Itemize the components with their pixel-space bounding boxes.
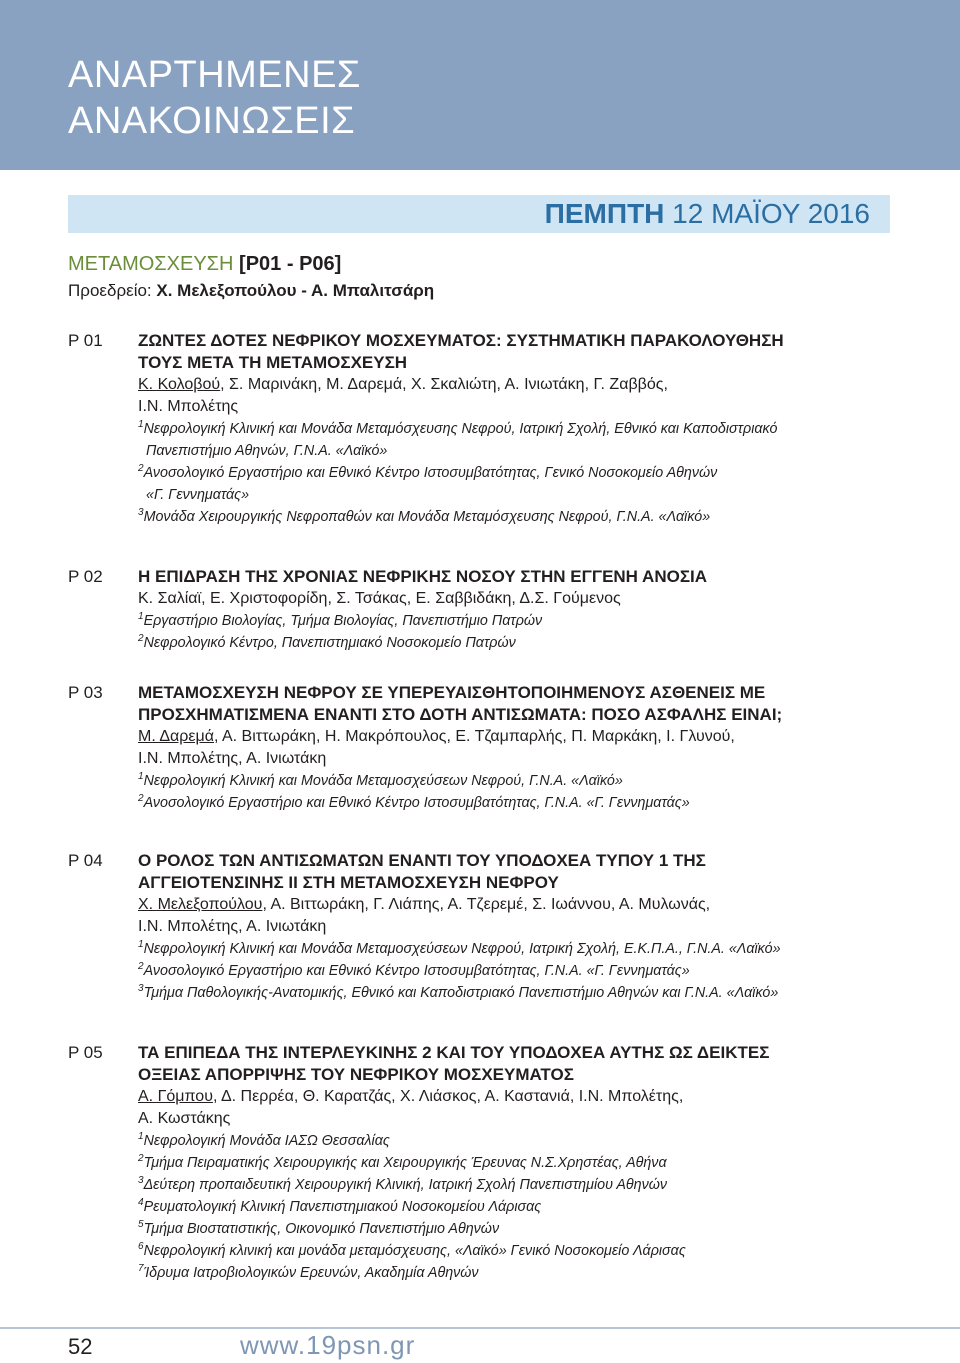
page-section-title — [68, 52, 361, 144]
poster-code: P 02 — [68, 567, 103, 586]
affiliation: Ανοσολογικό Εργαστήριο και Εθνικό Κέντρο Ιστοσυμβατότητας, Γ.Ν.Α. «Γ. Γεννηματάς» — [143, 795, 690, 811]
affiliation: «Γ. Γεννηματάς» — [146, 487, 250, 503]
affiliation: Ρευματολογική Κλινική Πανεπιστημιακού Νοσοκομείου Λάρισας — [143, 1199, 542, 1215]
presenting-author: Α. Γόμπου — [138, 1088, 213, 1105]
poster-authors — [138, 1086, 898, 1130]
footer-divider — [0, 1327, 960, 1329]
page-number: 52 — [68, 1334, 93, 1359]
poster-title-line: ΖΩΝΤΕΣ ΔΟΤΕΣ ΝΕΦΡΙΚΟΥ ΜΟΣΧΕΥΜΑΤΟΣ: ΣΥΣΤΗΜΑΤΙΚΗ ΠΑΡΑΚΟΛΟΥΘΗΣΗ — [138, 331, 784, 350]
poster-title-line: Ο ΡΟΛΟΣ ΤΩΝ ΑΝΤΙΣΩΜΑΤΩΝ ΕΝΑΝΤΙ ΤΟΥ ΥΠΟΔΟΧΕΑ ΤΥΠΟΥ 1 ΤΗΣ — [138, 851, 706, 870]
presenting-author: Κ. Κολοβού — [138, 376, 221, 393]
affiliation: Νεφρολογική Κλινική και Μονάδα Μεταμοσχεύσεων Νεφρού, Γ.Ν.Α. «Λαϊκό» — [143, 773, 623, 789]
session-name: ΜΕΤΑΜΟΣΧΕΥΣΗ — [68, 253, 234, 275]
poster-authors — [138, 588, 898, 610]
poster-title-line: ΑΓΓΕΙΟΤΕΝΣΙΝΗΣ ΙΙ ΣΤΗ ΜΕΤΑΜΟΣΧΕΥΣΗ ΝΕΦΡΟΥ — [138, 873, 559, 892]
affiliation: Νεφρολογική Κλινική και Μονάδα Μεταμόσχευσης Νεφρού, Ιατρική Σχολή, Εθνικό και Καποδιστριακό — [143, 421, 778, 437]
authors-line: , Α. Βιττωράκη, Γ. Λιάπης, Α. Τζερεμέ, Σ. Ιωάννου, Α. Μυλωνάς, — [262, 896, 711, 913]
header-band — [0, 0, 960, 170]
affiliation: Δεύτερη προπαιδευτική Χειρουργική Κλινική, Ιατρική Σχολή Πανεπιστημίου Αθηνών — [143, 1177, 668, 1193]
date-value: 12 ΜΑΪΟΥ 2016 — [672, 198, 870, 229]
affiliation: Νεφρολογική Μονάδα ΙΑΣΩ Θεσσαλίας — [143, 1133, 390, 1149]
affiliation: Πανεπιστήμιο Αθηνών, Γ.Ν.Α. «Λαϊκό» — [146, 443, 388, 459]
poster-title-line: Η ΕΠΙΔΡΑΣΗ ΤΗΣ ΧΡΟΝΙΑΣ ΝΕΦΡΙΚΗΣ ΝΟΣΟΥ ΣΤΗΝ ΕΓΓΕΝΗ ΑΝΟΣΙΑ — [138, 567, 708, 586]
affiliation: Τμήμα Πειραματικής Χειρουργικής και Χειρουργικής Έρευνας Ν.Σ.Χρηστέας, Αθήνα — [143, 1155, 667, 1171]
title-line-1: ΑΝΑΡΤΗΜΕΝΕΣ — [68, 54, 361, 96]
poster-affiliations: $^1$Νεφρολογική Κλινική και Μονάδα Μεταμοσχεύσεων Νεφρού, Γ.Ν.Α. «Λαϊκό» $^2$Ανοσολογικό Εργαστήριο και Εθνικό Κέντρο Ιστοσυμβατότητας, Γ.Ν.Α. «Γ. Γεννηματάς» — [138, 771, 690, 811]
session-header — [68, 250, 868, 304]
poster-title-line: ΤΟΥΣ ΜΕΤΑ ΤΗ ΜΕΤΑΜΟΣΧΕΥΣΗ — [138, 353, 408, 372]
presenting-author: Μ. Δαρεμά — [138, 728, 214, 745]
affiliation: Νεφρολογικό Κέντρο, Πανεπιστημιακό Νοσοκομείο Πατρών — [143, 635, 516, 651]
poster-affiliations: $^1$Νεφρολογική Κλινική και Μονάδα Μεταμοσχεύσεων Νεφρού, Ιατρική Σχολή, Ε.Κ.Π.Α., Γ.Ν.Α. «Λαϊκό» $^2$Ανοσολογικό Εργαστήριο και Εθνικό Κέντρο Ιστοσυμβατότητας, Γ.Ν.Α. «Γ. Γεννηματάς» $^3$Τμήμα Παθολογικής-Ανατομικής, Εθνικό και Καποδιστριακό Πανεπιστήμιο Αθηνών και Γ.Ν.Α. «Λαϊκό» — [138, 939, 781, 1001]
affiliation: Τμήμα Βιοστατιστικής, Οικονομικό Πανεπιστήμιο Αθηνών — [143, 1221, 500, 1237]
poster-code: P 05 — [68, 1043, 103, 1062]
authors-line: , Δ. Περρέα, Θ. Καρατζάς, Χ. Λιάσκος, Α. Καστανιά, Ι.Ν. Μπολέτης, — [212, 1088, 684, 1105]
poster-code: P 04 — [68, 851, 103, 870]
poster-code: P 01 — [68, 331, 103, 350]
affiliation: Μονάδα Χειρουργικής Νεφροπαθών και Μονάδα Μεταμόσχευσης Νεφρού, Γ.Ν.Α. «Λαϊκό» — [143, 509, 711, 525]
day-name: ΠΕΜΠΤΗ — [544, 198, 665, 229]
affiliation: Ανοσολογικό Εργαστήριο και Εθνικό Κέντρο Ιστοσυμβατότητας, Γ.Ν.Α. «Γ. Γεννηματάς» — [143, 963, 690, 979]
date-label — [545, 195, 870, 233]
poster-title-line: ΟΞΕΙΑΣ ΑΠΟΡΡΙΨΗΣ ΤΟΥ ΝΕΦΡΙΚΟΥ ΜΟΣΧΕΥΜΑΤΟΣ — [138, 1065, 574, 1084]
poster-authors — [138, 374, 898, 418]
presenting-author: Χ. Μελεξοπούλου — [138, 896, 263, 913]
affiliation: Νεφρολογική κλινική και μονάδα μεταμόσχευσης, «Λαϊκό» Γενικό Νοσοκομείο Λάρισας — [143, 1243, 686, 1259]
poster-affiliations: $^1$Νεφρολογική Μονάδα ΙΑΣΩ Θεσσαλίας $^2$Τμήμα Πειραματικής Χειρουργικής και Χειρουργικής Έρευνας Ν.Σ.Χρηστέας, Αθήνα $^3$Δεύτερη προπαιδευτική Χειρουργική Κλινική, Ιατρική Σχολή Πανεπιστημίου Αθηνών $^4$Ρευματολογική Κλινική Πανεπιστημιακού Νοσοκομείου Λάρισας $^5$Τμήμα Βιοστατιστικής, Οικονομικό Πανεπιστήμιο Αθηνών $^6$Νεφρολογική κλινική και μονάδα μεταμόσχευσης, «Λαϊκό» Γενικό Νοσοκομείο Λάρισας $^7$Ίδρυμα Ιατροβιολογικών Ερευνών, Ακαδημία Αθηνών — [138, 1131, 686, 1281]
poster-title-line: ΜΕΤΑΜΟΣΧΕΥΣΗ ΝΕΦΡΟΥ ΣΕ ΥΠΕΡΕΥΑΙΣΘΗΤΟΠΟΙΗΜΕΝΟΥΣ ΑΣΘΕΝΕΙΣ ΜΕ — [138, 683, 766, 702]
affiliation: Ίδρυμα Ιατροβιολογικών Ερευνών, Ακαδημία Αθηνών — [143, 1265, 479, 1281]
affiliation: Ανοσολογικό Εργαστήριο και Εθνικό Κέντρο Ιστοσυμβατότητας, Γενικό Νοσοκομείο Αθηνών — [143, 465, 718, 481]
poster-title — [138, 682, 898, 726]
date-bar — [68, 195, 890, 233]
poster-title — [138, 1042, 898, 1086]
affiliation: Νεφρολογική Κλινική και Μονάδα Μεταμοσχεύσεων Νεφρού, Ιατρική Σχολή, Ε.Κ.Π.Α., Γ.Ν.Α. «Λαϊκό» — [143, 941, 781, 957]
poster-body — [138, 682, 898, 814]
session-title — [68, 250, 868, 278]
authors-line: Ι.Ν. Μπολέτης, Α. Ινιωτάκη — [138, 918, 327, 935]
affiliation: Εργαστήριο Βιολογίας, Τμήμα Βιολογίας, Πανεπιστήμιο Πατρών — [143, 613, 543, 629]
authors-line: Κ. Σαλίαϊ, Ε. Χριστοφορίδη, Σ. Τσάκας, Ε. Σαββιδάκη, Δ.Σ. Γούμενος — [138, 590, 621, 607]
affiliation: Τμήμα Παθολογικής-Ανατομικής, Εθνικό και Καποδιστριακό Πανεπιστήμιο Αθηνών και Γ.Ν.Α. «Λαϊκό» — [143, 985, 779, 1001]
poster-authors — [138, 894, 898, 938]
poster-title — [138, 330, 898, 374]
session-chairs — [68, 278, 868, 304]
session-range: [P01 - P06] — [239, 253, 342, 275]
title-line-2: ΑΝΑΚΟΙΝΩΣΕΙΣ — [68, 100, 356, 142]
chairs-names: Χ. Μελεξοπούλου - Α. Μπαλιτσάρη — [156, 281, 435, 300]
poster-body — [138, 850, 898, 1004]
poster-title-line: ΤΑ ΕΠΙΠΕΔΑ ΤΗΣ ΙΝΤΕΡΛΕΥΚΙΝΗΣ 2 ΚΑΙ ΤΟΥ ΥΠΟΔΟΧΕΑ ΑΥΤΗΣ ΩΣ ΔΕΙΚΤΕΣ — [138, 1043, 770, 1062]
footer-website: www.19psn.gr — [240, 1330, 416, 1360]
poster-authors — [138, 726, 898, 770]
authors-line: , Α. Βιττωράκη, Η. Μακρόπουλος, Ε. Τζαμπαρλής, Π. Μαρκάκη, Ι. Γλυνού, — [213, 728, 735, 745]
poster-body — [138, 1042, 898, 1284]
poster-title — [138, 566, 898, 588]
authors-line: Ι.Ν. Μπολέτης — [138, 398, 239, 415]
poster-code: P 03 — [68, 683, 103, 702]
poster-body — [138, 330, 898, 528]
authors-line: Α. Κωστάκης — [138, 1110, 231, 1127]
authors-line: , Σ. Μαρινάκη, Μ. Δαρεμά, Χ. Σκαλιώτη, Α. Ινιωτάκη, Γ. Ζαββός, — [220, 376, 668, 393]
poster-title-line: ΠΡΟΣΧΗΜΑΤΙΣΜΕΝΑ ΕΝΑΝΤΙ ΣΤΟ ΔΟΤΗ ΑΝΤΙΣΩΜΑΤΑ: ΠΟΣΟ ΑΣΦΑΛΗΣ ΕΙΝΑΙ; — [138, 705, 783, 724]
poster-body — [138, 566, 898, 654]
authors-line: Ι.Ν. Μπολέτης, Α. Ινιωτάκη — [138, 750, 327, 767]
poster-affiliations: $^1$Νεφρολογική Κλινική και Μονάδα Μεταμόσχευσης Νεφρού, Ιατρική Σχολή, Εθνικό και Καποδιστριακό Πανεπιστήμιο Αθηνών, Γ.Ν.Α. «Λαϊκό» $^2$Ανοσολογικό Εργαστήριο και Εθνικό Κέντρο Ιστοσυμβατότητας, Γενικό Νοσοκομείο Αθηνών «Γ. Γεννηματάς» $^3$Μονάδα Χειρουργικής Νεφροπαθών και Μονάδα Μεταμόσχευσης Νεφρού, Γ.Ν.Α. «Λαϊκό» — [138, 418, 898, 528]
poster-title — [138, 850, 898, 894]
chairs-label: Προεδρείο: — [68, 281, 152, 300]
poster-affiliations: $^1$Εργαστήριο Βιολογίας, Τμήμα Βιολογίας, Πανεπιστήμιο Πατρών $^2$Νεφρολογικό Κέντρο, Πανεπιστημιακό Νοσοκομείο Πατρών — [138, 611, 543, 651]
